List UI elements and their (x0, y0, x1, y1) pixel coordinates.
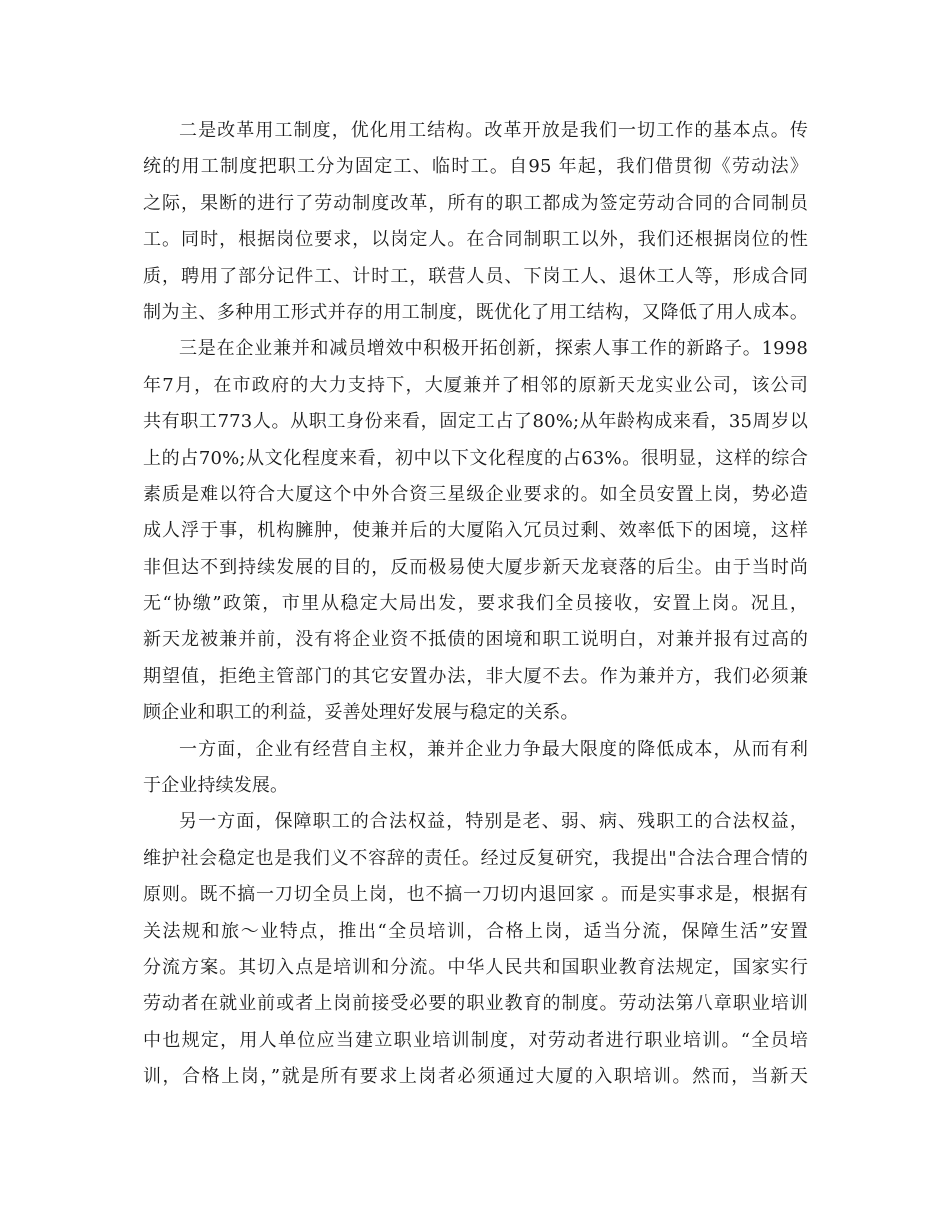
paragraph-line: 非但达不到持续发展的目的，反而极易使大厦步新天龙衰落的后尘。由于当时尚 (143, 556, 808, 578)
paragraph-line: 成人浮于事，机构臃肿，使兼并后的大厦陷入冗员过剩、效率低下的困境，这样 (143, 520, 808, 542)
paragraph-line: 工。同时，根据岗位要求，以岗定人。在合同制职工以外，我们还根据岗位的性 (143, 229, 808, 251)
paragraph-line: 三是在企业兼并和减员增效中积极开拓创新，探索人事工作的新路子。1998 (179, 338, 808, 360)
paragraph-line: 训，合格上岗，”就是所有要求上岗者必须通过大厦的入职培训。然而，当新天 (143, 1066, 808, 1088)
paragraph-line: 原则。既不搞一刀切全员上岗，也不搞一刀切内退回家 。而是实事求是，根据有 (143, 884, 808, 906)
paragraph-line: 中也规定，用人单位应当建立职业培训制度，对劳动者进行职业培训。“全员培 (143, 1029, 808, 1051)
paragraph-line: 素质是难以符合大厦这个中外合资三星级企业要求的。如全员安置上岗，势必造 (143, 483, 808, 505)
paragraph-line: 统的用工制度把职工分为固定工、临时工。自95 年起，我们借贯彻《劳动法》 (143, 156, 808, 178)
paragraph-line: 一方面，企业有经营自主权，兼并企业力争最大限度的降低成本，从而有利 (179, 738, 808, 760)
paragraph-line: 期望值，拒绝主管部门的其它安置办法，非大厦不去。作为兼并方，我们必须兼 (143, 665, 808, 687)
paragraph-line: 上的占70%;从文化程度来看，初中以下文化程度的占63%。很明显，这样的综合 (143, 447, 808, 469)
paragraph-line: 新天龙被兼并前，没有将企业资不抵债的困境和职工说明白，对兼并报有过高的 (143, 629, 808, 651)
document-body (143, 113, 808, 1096)
paragraph-line: 制为主、多种用工形式并存的用工制度，既优化了用工结构，又降低了用人成本。 (143, 301, 808, 323)
paragraph-line: 共有职工773人。从职工身份来看，固定工占了80%;从年龄构成来看，35周岁以 (143, 411, 808, 433)
paragraph-line: 于企业持续发展。 (143, 775, 289, 797)
paragraph-line: 年7月，在市政府的大力支持下，大厦兼并了相邻的原新天龙实业公司，该公司 (143, 374, 808, 396)
paragraph-line: 另一方面，保障职工的合法权益，特别是老、弱、病、残职工的合法权益， (179, 811, 808, 833)
paragraph-line: 无“协缴”政策，市里从稳定大局出发，要求我们全员接收，安置上岗。况且， (143, 593, 808, 615)
paragraph-line: 关法规和旅～业特点，推出“全员培训，合格上岗，适当分流，保障生活”安置 (143, 920, 808, 942)
paragraph-line: 顾企业和职工的利益，妥善处理好发展与稳定的关系。 (143, 702, 579, 724)
paragraph-line: 维护社会稳定也是我们义不容辞的责任。经过反复研究，我提出"合法合理合情的 (143, 847, 808, 869)
paragraph-line: 质，聘用了部分记件工、计时工，联营人员、下岗工人、退休工人等，形成合同 (143, 265, 808, 287)
paragraph-line: 分流方案。其切入点是培训和分流。中华人民共和国职业教育法规定，国家实行 (143, 956, 808, 978)
paragraph-line: 二是改革用工制度，优化用工结构。改革开放是我们一切工作的基本点。传 (179, 120, 808, 141)
paragraph-line: 劳动者在就业前或者上岗前接受必要的职业教育的制度。劳动法第八章职业培训 (143, 993, 808, 1015)
paragraph-line: 之际，果断的进行了劳动制度改革，所有的职工都成为签定劳动合同的合同制员 (143, 192, 808, 214)
